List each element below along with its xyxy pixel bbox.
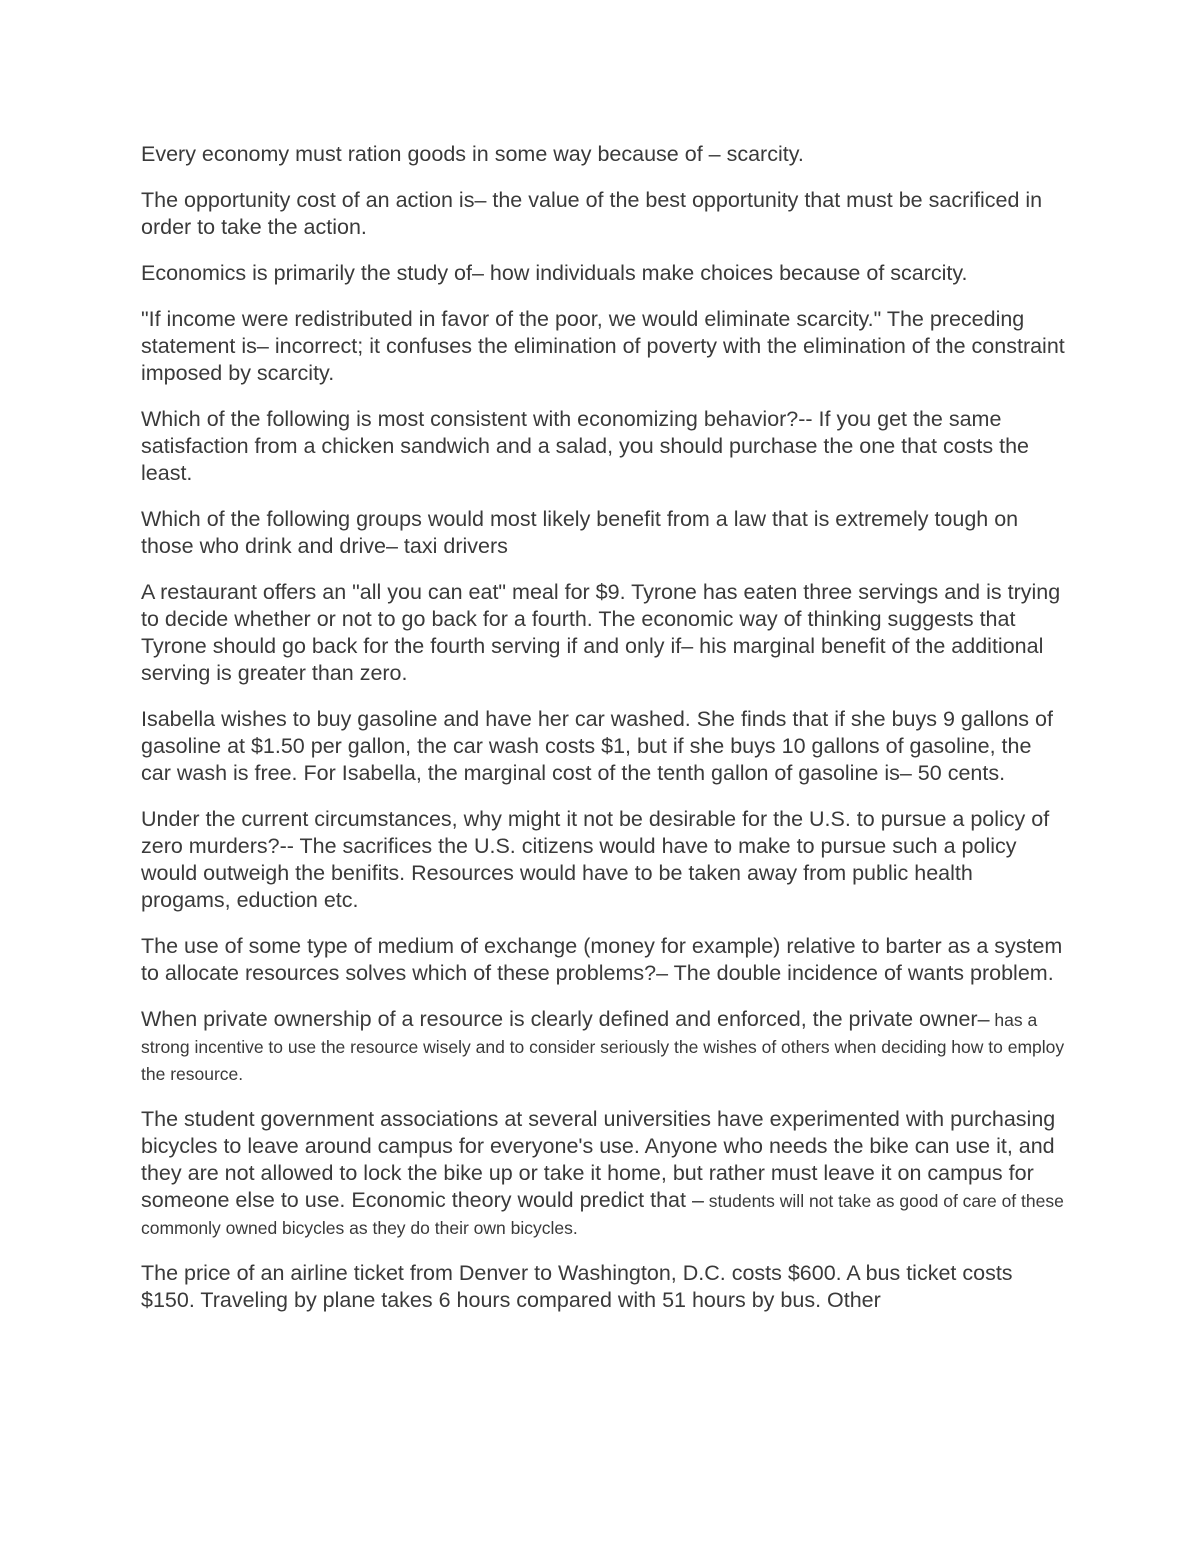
paragraph-text: The student government associations at several universities have experimented with purchasing bicycles to leave around campus for everyone's use. Anyone who needs the bike can use it, and they are not allowed to lock the bike up or take it home, but rather must leave it on campus for someone else to use. Economic theory would predict that –	[141, 1107, 1056, 1212]
paragraph-zero-murders	[141, 806, 1066, 914]
paragraph-text: Every economy must ration goods in some way because of – scarcity.	[141, 142, 804, 166]
paragraph-text: A restaurant offers an "all you can eat" meal for $9. Tyrone has eaten three servings and is trying to decide whether or not to go back for a fourth. The economic way of thinking suggests that Tyrone should go back for the fourth serving if and only if– his marginal benefit of the additional serving is greater than zero.	[141, 580, 1061, 685]
paragraph-text: The price of an airline ticket from Denver to Washington, D.C. costs $600. A bus ticket costs $150. Traveling by plane takes 6 hours compared with 51 hours by bus. Other	[141, 1261, 1013, 1312]
paragraph-private-ownership	[141, 1006, 1066, 1087]
document-body	[141, 141, 1066, 1333]
paragraph-text: The opportunity cost of an action is– the value of the best opportunity that must be sacrificed in order to take the action.	[141, 188, 1043, 239]
paragraph-restaurant	[141, 579, 1066, 687]
paragraph-drink-drive-law	[141, 506, 1066, 560]
paragraph-text: "If income were redistributed in favor of the poor, we would eliminate scarcity." The preceding statement is– incorrect; it confuses the elimination of poverty with the elimination of the constraint imposed by scarcity.	[141, 307, 1065, 385]
paragraph-answer-text: students will not take as good of care of these commonly owned bicycles as they do their own bicycles.	[141, 1191, 1064, 1238]
paragraph-text: Isabella wishes to buy gasoline and have her car washed. She finds that if she buys 9 gallons of gasoline at $1.50 per gallon, the car wash costs $1, but if she buys 10 gallons of gasoline, the car wash is free. For Isabella, the marginal cost of the tenth gallon of gasoline is– 50 cents.	[141, 707, 1053, 785]
paragraph-economics-definition	[141, 260, 1066, 287]
paragraph-medium-of-exchange	[141, 933, 1066, 987]
paragraph-text: Economics is primarily the study of– how individuals make choices because of scarcity.	[141, 261, 968, 285]
paragraph-scarcity	[141, 141, 1066, 168]
paragraph-text: When private ownership of a resource is clearly defined and enforced, the private owner–	[141, 1007, 990, 1031]
paragraph-economizing-behavior	[141, 406, 1066, 487]
paragraph-isabella-gasoline	[141, 706, 1066, 787]
paragraph-text: Which of the following groups would most likely benefit from a law that is extremely tough on those who drink and drive– taxi drivers	[141, 507, 1019, 558]
paragraph-opportunity-cost	[141, 187, 1066, 241]
paragraph-bicycles	[141, 1106, 1066, 1241]
paragraph-text: Which of the following is most consistent with economizing behavior?-- If you get the same satisfaction from a chicken sandwich and a salad, you should purchase the one that costs the least.	[141, 407, 1029, 485]
paragraph-income-redistribution	[141, 306, 1066, 387]
paragraph-airline-ticket	[141, 1260, 1066, 1314]
paragraph-text: The use of some type of medium of exchange (money for example) relative to barter as a system to allocate resources solves which of these problems?– The double incidence of wants problem.	[141, 934, 1063, 985]
paragraph-text: Under the current circumstances, why might it not be desirable for the U.S. to pursue a policy of zero murders?-- The sacrifices the U.S. citizens would have to make to pursue such a policy would outweigh the benifits. Resources would have to be taken away from public health progams, eduction etc.	[141, 807, 1050, 912]
paragraph-answer-text: has a strong incentive to use the resource wisely and to consider seriously the wishes of others when deciding how to employ the resource.	[141, 1010, 1065, 1084]
